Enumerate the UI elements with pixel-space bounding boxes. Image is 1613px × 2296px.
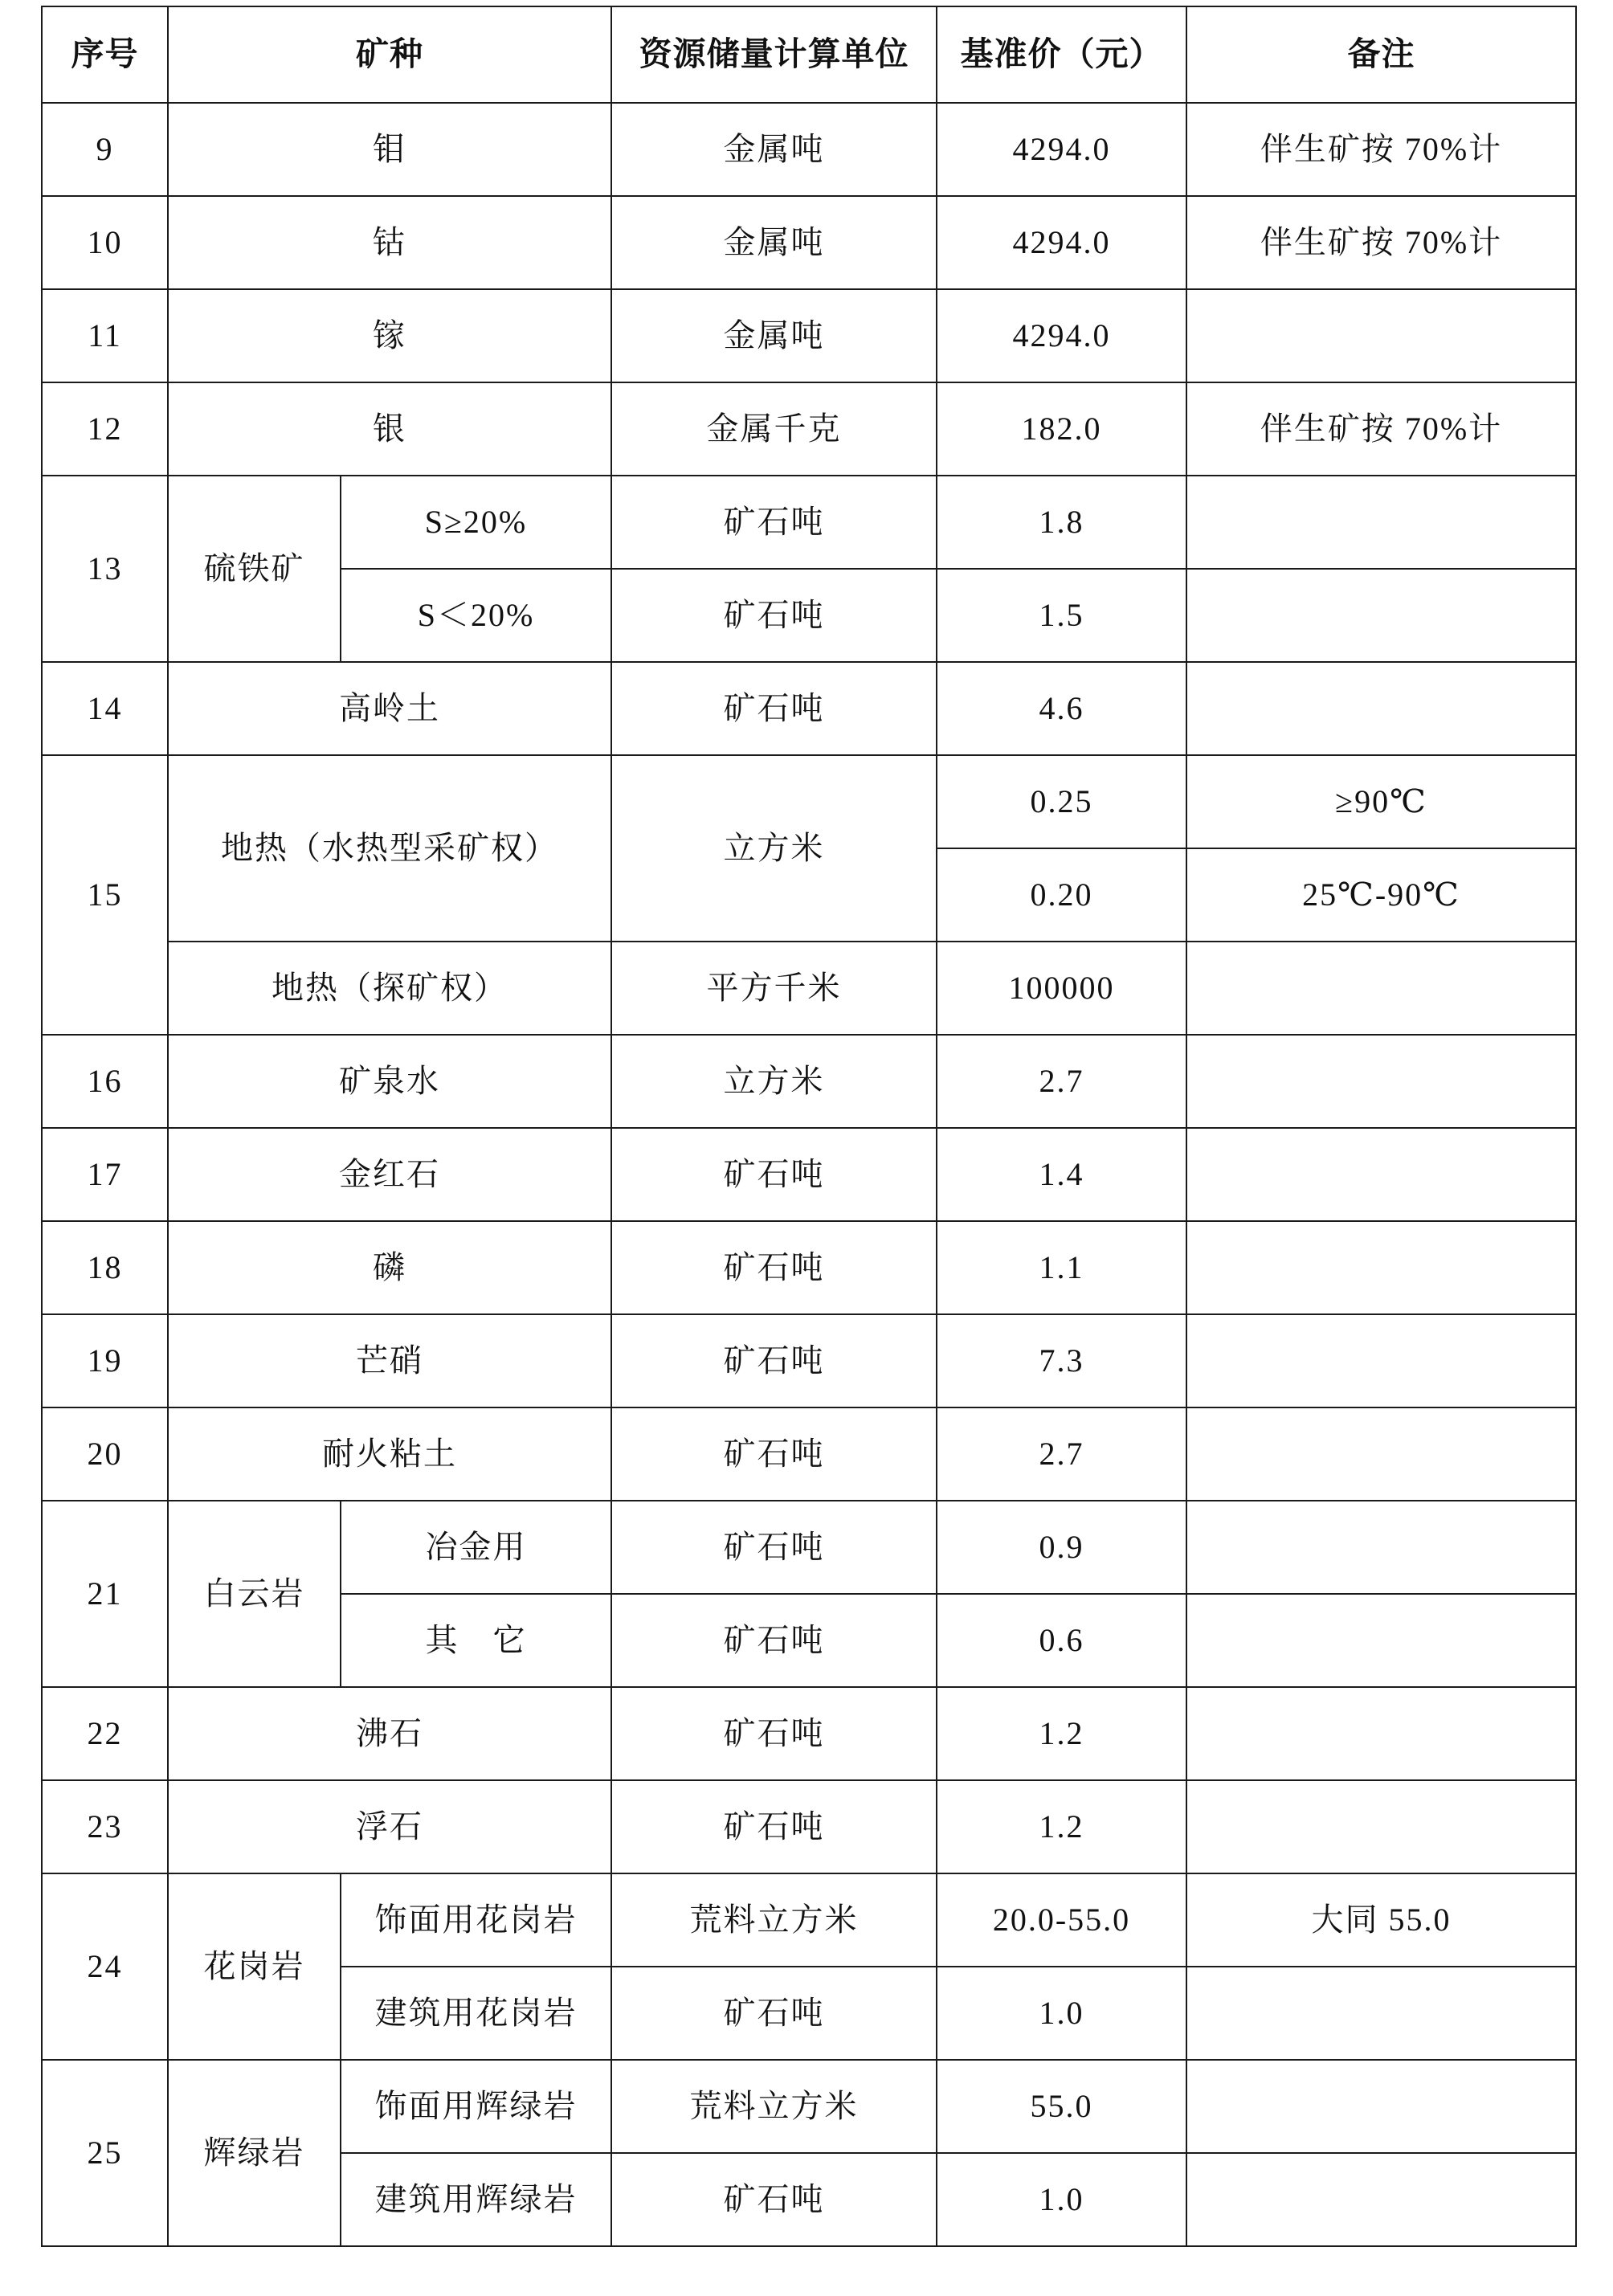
- table-row: [42, 1221, 1576, 1314]
- row-price: 0.9: [937, 1501, 1186, 1594]
- row-note: 伴生矿按 70%计: [1186, 382, 1576, 476]
- row-subtype: S＜20%: [341, 569, 611, 662]
- row-no: 11: [42, 289, 168, 382]
- row-price: 2.7: [937, 1407, 1186, 1501]
- table-row: [42, 1873, 1576, 1967]
- row-mineral: 钴: [168, 196, 611, 289]
- row-subtype: 饰面用花岗岩: [341, 1873, 611, 1967]
- row-unit: 矿石吨: [611, 1221, 937, 1314]
- row-no: 22: [42, 1687, 168, 1780]
- row-mineral: 磷: [168, 1221, 611, 1314]
- row-unit: 矿石吨: [611, 569, 937, 662]
- table-row: [42, 1501, 1576, 1594]
- row-price: 0.20: [937, 848, 1186, 942]
- row-mineral: 花岗岩: [168, 1873, 341, 2060]
- table-row: [42, 1687, 1576, 1780]
- row-unit: 矿石吨: [611, 1780, 937, 1873]
- row-mineral: 矿泉水: [168, 1035, 611, 1128]
- row-subtype: 建筑用辉绿岩: [341, 2153, 611, 2246]
- table-row: [42, 289, 1576, 382]
- row-unit: 矿石吨: [611, 1501, 937, 1594]
- row-unit: 平方千米: [611, 942, 937, 1035]
- row-no: 24: [42, 1873, 168, 2060]
- row-mineral: 耐火粘土: [168, 1407, 611, 1501]
- table-row: [42, 755, 1576, 848]
- row-no: 17: [42, 1128, 168, 1221]
- row-unit: 矿石吨: [611, 1314, 937, 1407]
- row-unit: 金属吨: [611, 196, 937, 289]
- row-no: 9: [42, 103, 168, 196]
- row-price: 1.8: [937, 476, 1186, 569]
- row-unit: 矿石吨: [611, 1128, 937, 1221]
- row-unit: 矿石吨: [611, 1967, 937, 2060]
- row-unit: 矿石吨: [611, 1407, 937, 1501]
- row-note: [1186, 1407, 1576, 1501]
- row-note: [1186, 1687, 1576, 1780]
- row-note: 大同 55.0: [1186, 1873, 1576, 1967]
- row-price: 1.2: [937, 1780, 1186, 1873]
- row-subtype: 冶金用: [341, 1501, 611, 1594]
- row-unit: 矿石吨: [611, 662, 937, 755]
- row-unit: 立方米: [611, 1035, 937, 1128]
- header-unit: 资源储量计算单位: [611, 6, 937, 103]
- row-price: 4294.0: [937, 289, 1186, 382]
- row-note: [1186, 1967, 1576, 2060]
- header-note: 备注: [1186, 6, 1576, 103]
- row-note: [1186, 1128, 1576, 1221]
- table-row: [42, 476, 1576, 569]
- row-note: [1186, 1780, 1576, 1873]
- table-row: [42, 103, 1576, 196]
- row-note: [1186, 942, 1576, 1035]
- row-price: 0.6: [937, 1594, 1186, 1687]
- table-row: [42, 382, 1576, 476]
- row-price: 4294.0: [937, 103, 1186, 196]
- row-price: 2.7: [937, 1035, 1186, 1128]
- row-no: 10: [42, 196, 168, 289]
- row-mineral: 高岭土: [168, 662, 611, 755]
- row-price: 7.3: [937, 1314, 1186, 1407]
- row-unit: 金属吨: [611, 103, 937, 196]
- row-mineral: 白云岩: [168, 1501, 341, 1687]
- row-mineral: 沸石: [168, 1687, 611, 1780]
- row-no: 14: [42, 662, 168, 755]
- row-price: 20.0-55.0: [937, 1873, 1186, 1967]
- row-mineral: 镓: [168, 289, 611, 382]
- row-mineral: 芒硝: [168, 1314, 611, 1407]
- header-row: [42, 6, 1576, 103]
- row-price: 1.5: [937, 569, 1186, 662]
- row-price: 4294.0: [937, 196, 1186, 289]
- table-row: [42, 196, 1576, 289]
- row-unit: 金属千克: [611, 382, 937, 476]
- row-price: 100000: [937, 942, 1186, 1035]
- row-price: 0.25: [937, 755, 1186, 848]
- row-subtype: 建筑用花岗岩: [341, 1967, 611, 2060]
- table-row: [42, 1780, 1576, 1873]
- row-price: 1.0: [937, 1967, 1186, 2060]
- mineral-price-table: [41, 6, 1577, 2247]
- table-row: [42, 1407, 1576, 1501]
- row-unit: 荒料立方米: [611, 2060, 937, 2153]
- row-no: 16: [42, 1035, 168, 1128]
- row-mineral: 金红石: [168, 1128, 611, 1221]
- row-price: 1.0: [937, 2153, 1186, 2246]
- header-price: 基准价（元）: [937, 6, 1186, 103]
- row-note: [1186, 569, 1576, 662]
- row-price: 1.2: [937, 1687, 1186, 1780]
- table-row: [42, 1035, 1576, 1128]
- row-no: 20: [42, 1407, 168, 1501]
- row-unit: 矿石吨: [611, 476, 937, 569]
- row-note: [1186, 1594, 1576, 1687]
- row-note: [1186, 1035, 1576, 1128]
- row-note: [1186, 1314, 1576, 1407]
- row-mineral: 银: [168, 382, 611, 476]
- row-unit: 金属吨: [611, 289, 937, 382]
- row-mineral: 地热（探矿权）: [168, 942, 611, 1035]
- header-no: 序号: [42, 6, 168, 103]
- row-no: 15: [42, 755, 168, 1035]
- header-mineral: 矿种: [168, 6, 611, 103]
- row-note: [1186, 2153, 1576, 2246]
- row-no: 21: [42, 1501, 168, 1687]
- row-price: 1.1: [937, 1221, 1186, 1314]
- row-unit: 矿石吨: [611, 2153, 937, 2246]
- row-price: 55.0: [937, 2060, 1186, 2153]
- row-unit: 矿石吨: [611, 1594, 937, 1687]
- row-mineral: 钼: [168, 103, 611, 196]
- row-mineral: 地热（水热型采矿权）: [168, 755, 611, 942]
- table-row: [42, 1128, 1576, 1221]
- row-unit: 矿石吨: [611, 1687, 937, 1780]
- row-unit: 立方米: [611, 755, 937, 942]
- row-price: 4.6: [937, 662, 1186, 755]
- row-subtype: S≥20%: [341, 476, 611, 569]
- row-note: 25℃-90℃: [1186, 848, 1576, 942]
- row-mineral: 硫铁矿: [168, 476, 341, 662]
- row-no: 18: [42, 1221, 168, 1314]
- row-mineral: 辉绿岩: [168, 2060, 341, 2246]
- row-note: [1186, 476, 1576, 569]
- table-row: [42, 942, 1576, 1035]
- table-row: [42, 662, 1576, 755]
- row-price: 182.0: [937, 382, 1186, 476]
- row-no: 23: [42, 1780, 168, 1873]
- row-subtype: 饰面用辉绿岩: [341, 2060, 611, 2153]
- row-no: 19: [42, 1314, 168, 1407]
- row-note: [1186, 1501, 1576, 1594]
- row-note: 伴生矿按 70%计: [1186, 103, 1576, 196]
- row-note: [1186, 2060, 1576, 2153]
- row-note: [1186, 1221, 1576, 1314]
- row-no: 25: [42, 2060, 168, 2246]
- row-unit: 荒料立方米: [611, 1873, 937, 1967]
- row-subtype: 其 它: [341, 1594, 611, 1687]
- row-no: 13: [42, 476, 168, 662]
- row-note: [1186, 289, 1576, 382]
- row-note: ≥90℃: [1186, 755, 1576, 848]
- table-row: [42, 1314, 1576, 1407]
- row-note: 伴生矿按 70%计: [1186, 196, 1576, 289]
- row-mineral: 浮石: [168, 1780, 611, 1873]
- table-row: [42, 2060, 1576, 2153]
- row-price: 1.4: [937, 1128, 1186, 1221]
- row-note: [1186, 662, 1576, 755]
- row-no: 12: [42, 382, 168, 476]
